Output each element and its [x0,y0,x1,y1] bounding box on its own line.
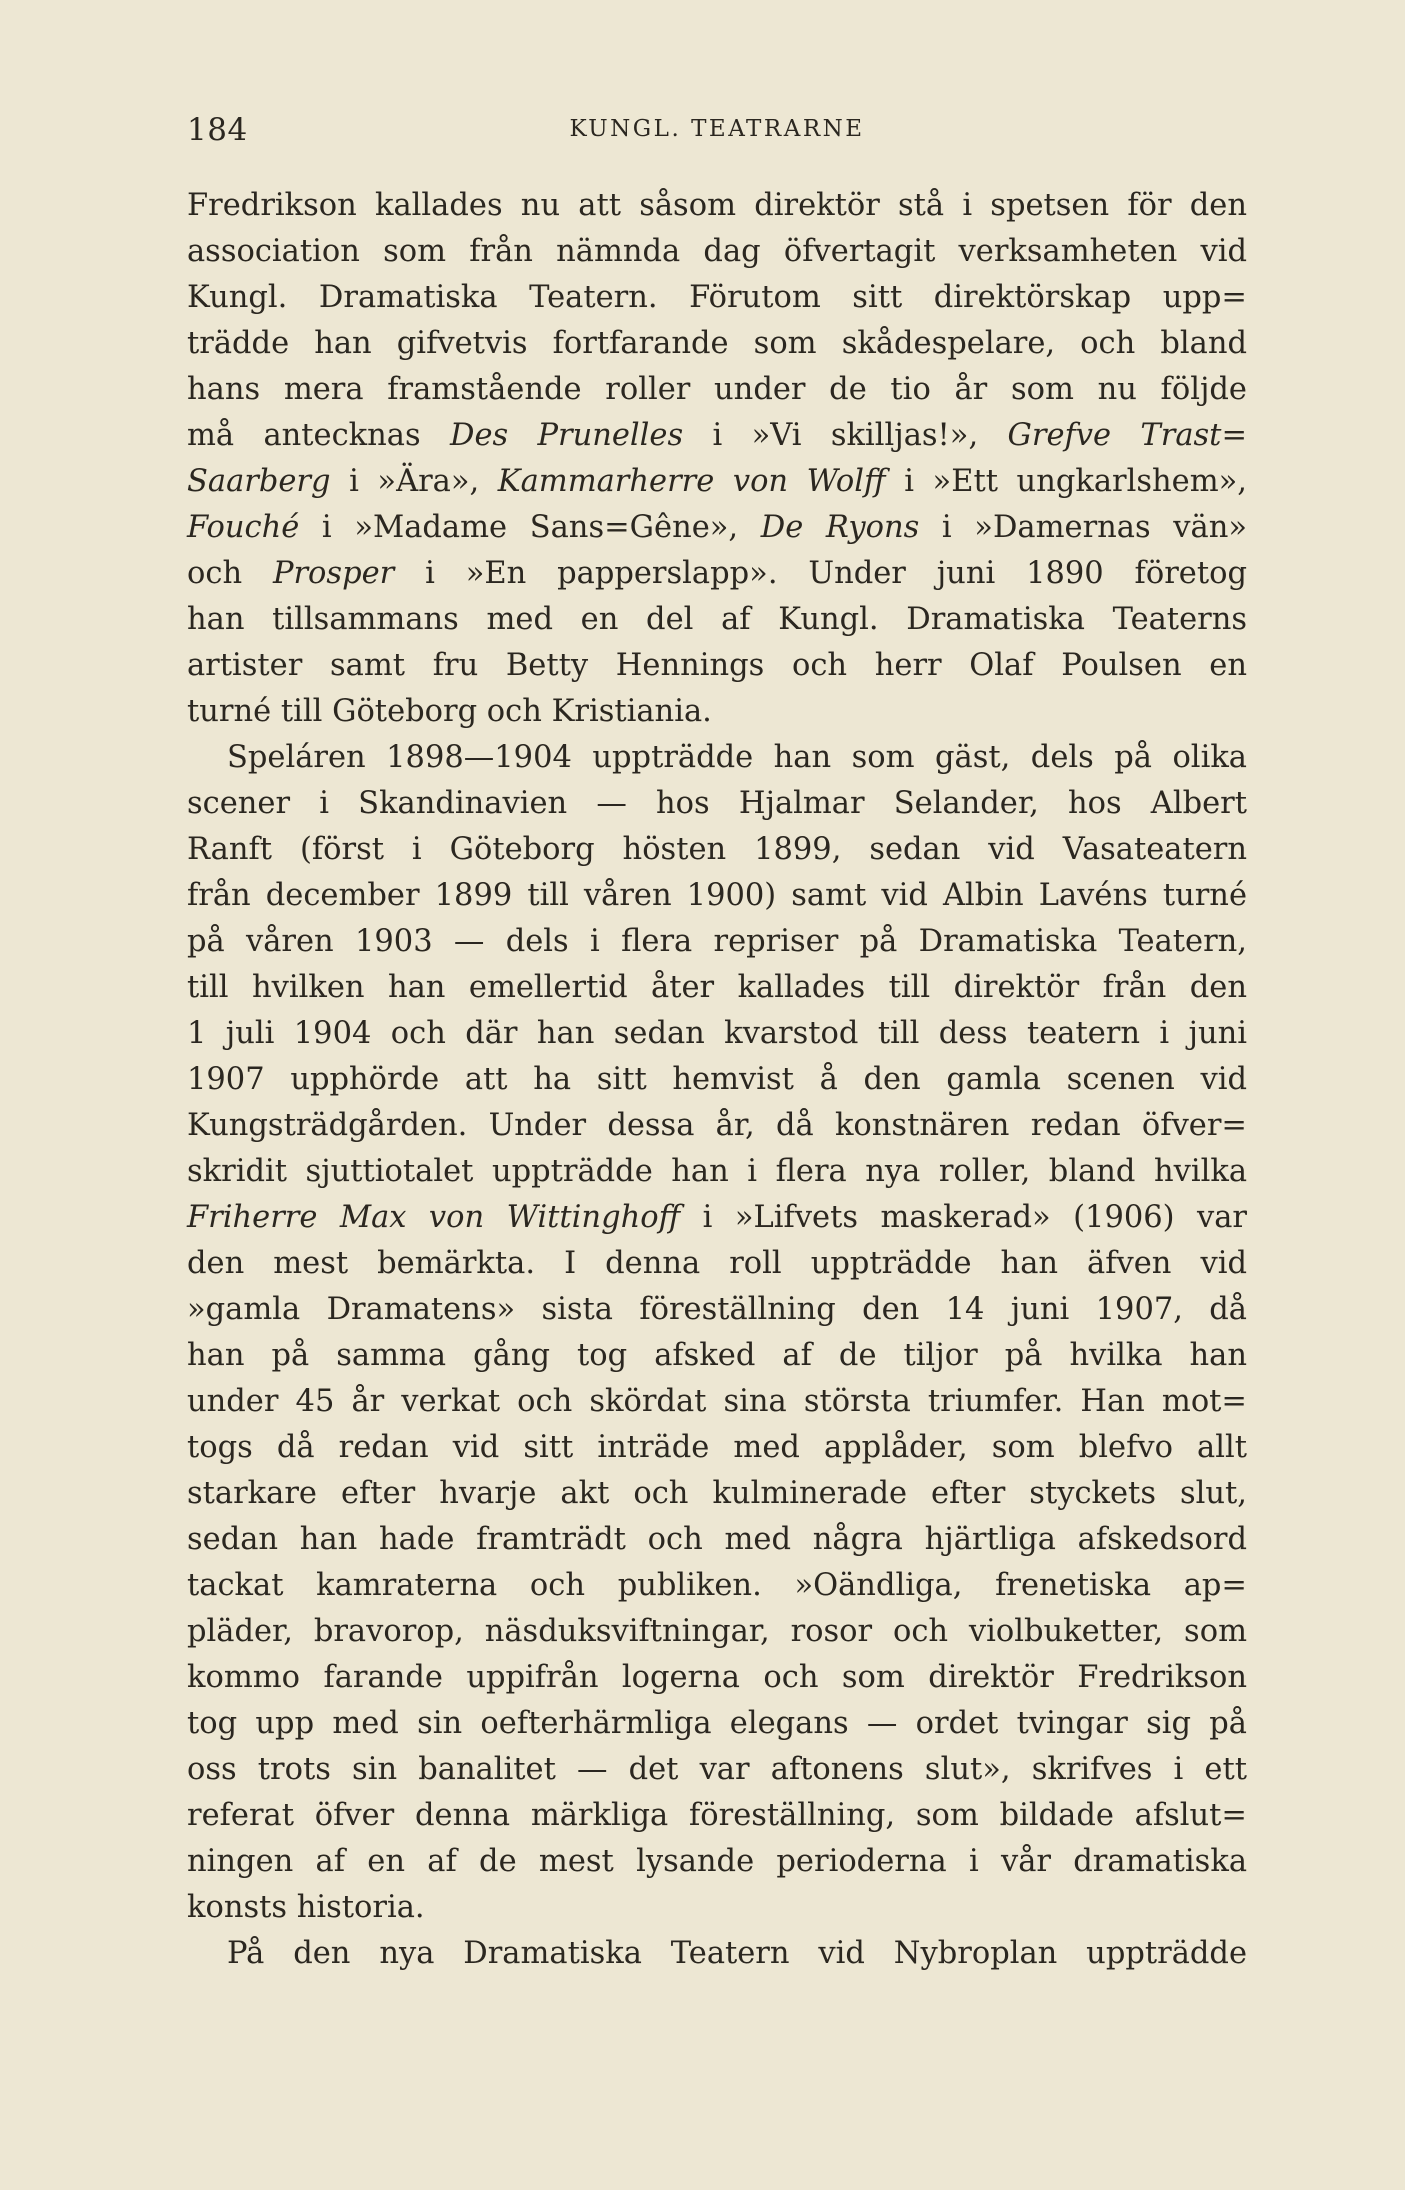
text-line: referat öfver denna märkliga föreställning, som bildade afslut= [187,1798,1247,1833]
text-line: starkare efter hvarje akt och kulminerade efter styckets slut, [187,1476,1247,1511]
role-name: Saarberg [187,464,331,499]
text-line: trädde han gifvetvis fortfarande som skådespelare, och bland [187,326,1247,361]
text-line: »gamla Dramatens» sista föreställning den 14 juni 1907, då [187,1292,1247,1327]
text-line: 1 juli 1904 och där han sedan kvarstod till dess teatern i juni [187,1016,1247,1051]
text-line: till hvilken han emellertid åter kallades till direktör från den [187,970,1247,1005]
text-line: Fouché i »Madame Sans=Gêne», De Ryons i »Damernas vän» [187,510,1247,545]
text-line: konsts historia. [187,1890,425,1925]
text-line: Fredrikson kallades nu att såsom direktör stå i spetsen för den [187,188,1247,223]
text-line: Friherre Max von Wittinghoff i »Lifvets maskerad» (1906) var [187,1200,1247,1235]
text-line: 1907 upphörde att ha sitt hemvist å den gamla scenen vid [187,1062,1247,1097]
text-line: oss trots sin banalitet — det var aftonens slut», skrifves i ett [187,1752,1247,1787]
page-header [187,112,1247,168]
text-line: han tillsammans med en del af Kungl. Dramatiska Teaterns [187,602,1247,637]
body-text [187,183,1247,1977]
text-line: pläder, bravorop, näsduksviftningar, rosor och violbuketter, som [187,1614,1247,1649]
text-line: Speláren 1898—1904 uppträdde han som gäst, dels på olika [227,740,1247,775]
running-head: KUNGL. TEATRARNE [569,116,865,142]
text-line: På den nya Dramatiska Teatern vid Nybroplan uppträdde [227,1936,1247,1971]
text-line: tackat kamraterna och publiken. »Oändliga, frenetiska ap= [187,1568,1247,1603]
text-line: scener i Skandinavien — hos Hjalmar Selander, hos Albert [187,786,1247,821]
text-line: på våren 1903 — dels i flera repriser på Dramatiska Teatern, [187,924,1247,959]
page-number: 184 [187,112,248,148]
text-line: Saarberg i »Ära», Kammarherre von Wolff i »Ett ungkarlshem», [187,464,1247,499]
text-line: kommo farande uppifrån logerna och som direktör Fredrikson [187,1660,1247,1695]
text-line: under 45 år verkat och skördat sina största triumfer. Han mot= [187,1384,1247,1419]
text-line: tog upp med sin oefterhärmliga elegans — ordet tvingar sig på [187,1706,1247,1741]
text-line: Kungl. Dramatiska Teatern. Förutom sitt direktörskap upp= [187,280,1247,315]
text-line: togs då redan vid sitt inträde med applåder, som blefvo allt [187,1430,1247,1465]
role-name: Des Prunelles [449,418,684,453]
text-line: han på samma gång tog afsked af de tiljor på hvilka han [187,1338,1247,1373]
text-line: skridit sjuttiotalet uppträdde han i flera nya roller, bland hvilka [187,1154,1247,1189]
text-line: Kungsträdgården. Under dessa år, då konstnären redan öfver= [187,1108,1247,1143]
role-name: Fouché [187,510,300,545]
text-line: Ranft (först i Göteborg hösten 1899, sedan vid Vasateatern [187,832,1247,867]
text-line: må antecknas Des Prunelles i »Vi skilljas!», Grefve Trast= [187,418,1247,453]
text-line: hans mera framstående roller under de tio år som nu följde [187,372,1247,407]
text-line: och Prosper i »En papperslapp». Under juni 1890 företog [187,556,1247,591]
role-name: De Ryons [760,510,920,545]
role-name: Prosper [272,556,395,591]
text-line: artister samt fru Betty Hennings och herr Olaf Poulsen en [187,648,1247,683]
role-name: Friherre Max von Wittinghoff [187,1200,681,1235]
text-line: från december 1899 till våren 1900) samt vid Albin Lavéns turné [187,878,1247,913]
text-line: den mest bemärkta. I denna roll uppträdde han äfven vid [187,1246,1247,1281]
text-line: ningen af en af de mest lysande perioderna i vår dramatiska [187,1844,1247,1879]
text-line: turné till Göteborg och Kristiania. [187,694,712,729]
role-name: Grefve Trast= [1007,418,1247,453]
text-line: sedan han hade framträdt och med några hjärtliga afskedsord [187,1522,1247,1557]
role-name: Kammarherre von Wolff [497,464,886,499]
text-line: association som från nämnda dag öfvertagit verksamheten vid [187,234,1247,269]
